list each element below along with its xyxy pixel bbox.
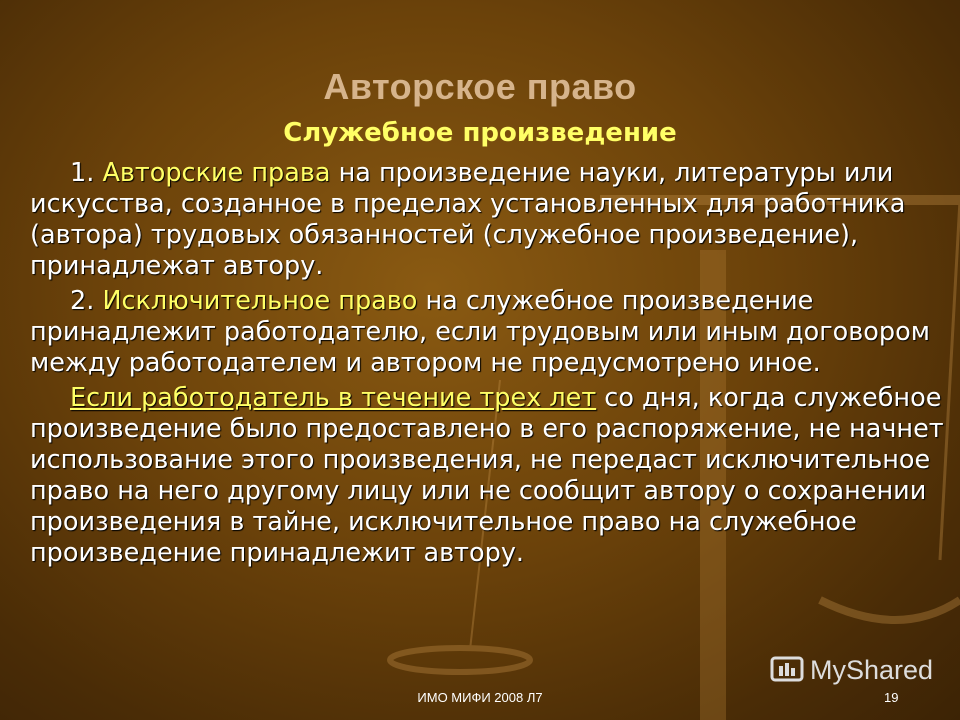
myshared-text: MyShared (810, 654, 934, 685)
myshared-logo-icon (770, 654, 804, 686)
slide-body (30, 158, 945, 573)
paragraph-1 (30, 158, 945, 282)
slide-footer: ИМО МИФИ 2008 Л7 (417, 690, 543, 705)
paragraph-1-number: 1. (70, 158, 103, 188)
slide-title: Авторское право (323, 66, 637, 107)
paragraph-1-text: на произведение науки, литературы или искусства, созданное в пределах установленных для работника (автора) трудовых обязанностей (служебное произведение), принадлежат автору. (30, 158, 906, 281)
paragraph-3 (30, 383, 945, 569)
paragraph-2-text: на служебное произведение принадлежит работодателю, если трудовым или иным договором между работодателем и автором не предусмотрено иное. (30, 286, 930, 378)
paragraph-2 (30, 286, 945, 379)
paragraph-2-number: 2. (70, 286, 103, 316)
myshared-watermark (770, 654, 933, 686)
page-number: 19 (884, 690, 899, 705)
slide-subtitle: Служебное произведение (283, 118, 677, 148)
paragraph-3-text: со дня, когда служебное произведение было предоставлено в его распоряжение, не начнет использование этого произведения, не передаст исключительное право на него другому лицу или не сообщит автору о сохранении произведения в тайне, исключительное право на служебное произведение принадлежит автору. (30, 383, 944, 568)
paragraph-1-highlight: Авторские права (102, 158, 331, 188)
paragraph-3-link[interactable]: Если работодатель в течение трех лет (70, 383, 597, 413)
paragraph-2-highlight: Исключительное право (102, 286, 418, 316)
